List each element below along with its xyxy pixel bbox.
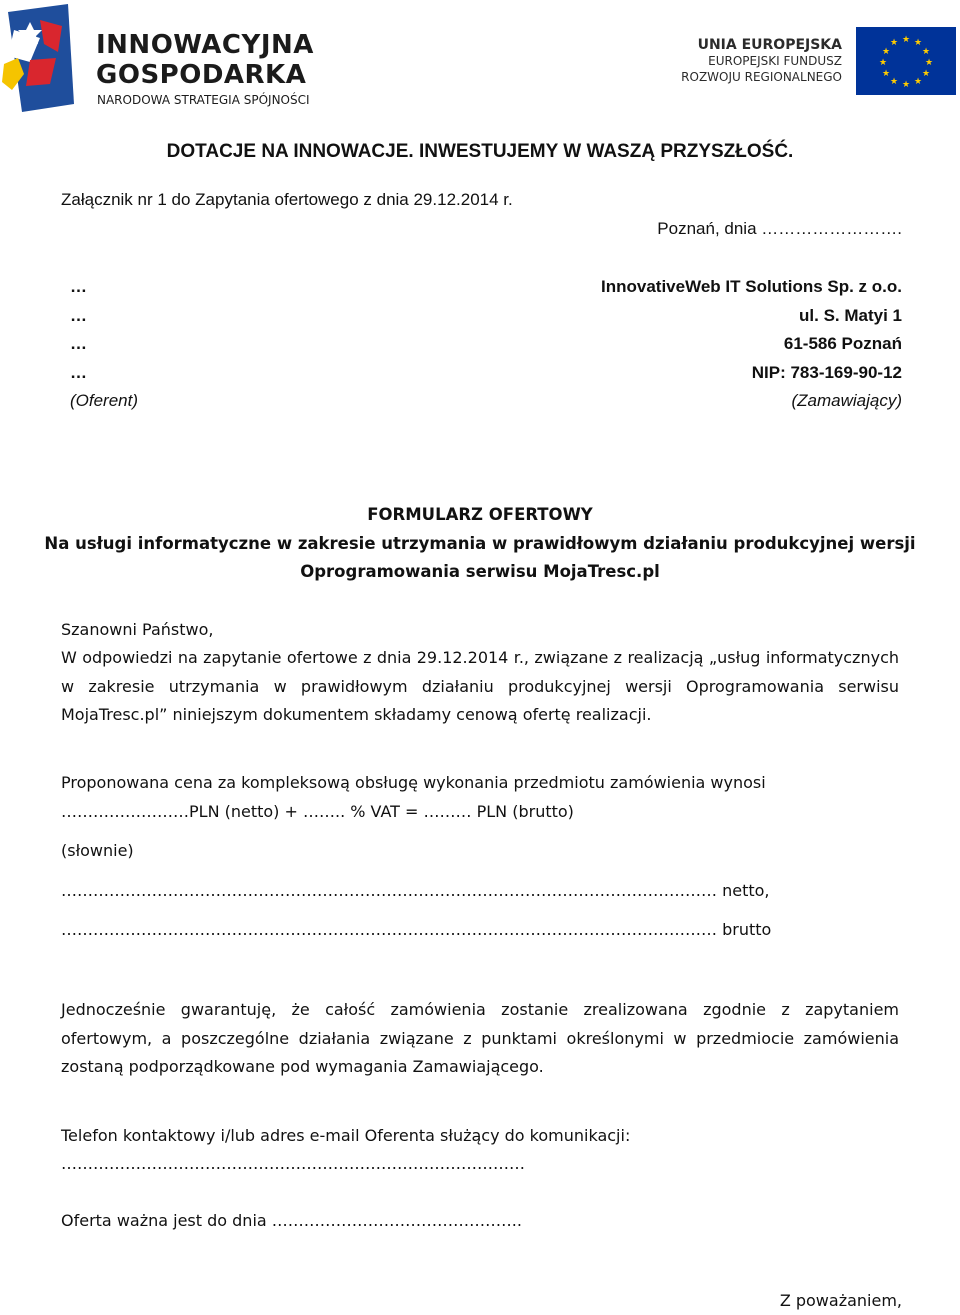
logo-text-line1: INNOWACYJNA — [96, 30, 314, 60]
offeror-line: … — [70, 277, 87, 296]
eu-logo-line3: ROZWOJU REGIONALNEGO — [681, 70, 842, 84]
eu-logo-line1: UNIA EUROPEJSKA — [697, 37, 842, 53]
svg-text:★: ★ — [921, 47, 931, 57]
offeror-line: … — [70, 306, 87, 325]
validity-line: Oferta ważna jest do dnia ……………………………………….. — [61, 1211, 522, 1230]
eu-flag-icon — [856, 27, 956, 95]
buyer-city: 61-586 Poznań — [783, 334, 902, 353]
price-intro: Proponowana cena za kompleksową obsługę wykonania przedmiotu zamówienia wynosi — [61, 773, 766, 792]
contact-label: Telefon kontaktowy i/lub adres e-mail Oferenta służący do komunikacji: — [61, 1126, 631, 1145]
greeting: Szanowni Państwo, — [61, 620, 214, 639]
svg-text:★: ★ — [924, 58, 934, 68]
document-headline: DOTACJE NA INNOWACJE. INWESTUJEMY W WASZĄ PRZYSZŁOŚĆ. — [166, 141, 794, 162]
logo-text-line3: NARODOWA STRATEGIA SPÓJNOŚCI — [97, 93, 310, 107]
buyer-nip: NIP: 783-169-90-12 — [751, 363, 902, 382]
price-formula: ……………………PLN (netto) + …….. % VAT = ……… PLN (brutto) — [61, 802, 574, 821]
svg-text:★: ★ — [913, 77, 923, 87]
contact-blank: …………………………………………………………………………… — [61, 1154, 525, 1173]
svg-text:★: ★ — [889, 77, 899, 87]
logo-text-line2: GOSPODARKA — [96, 60, 307, 90]
form-title: FORMULARZ OFERTOWY — [367, 505, 593, 524]
brutto-words-line: …………………………………………………………………………………………………………… brutto — [61, 920, 772, 939]
closing: Z poważaniem, — [779, 1291, 902, 1310]
svg-text:★: ★ — [913, 38, 923, 48]
svg-text:★: ★ — [878, 58, 888, 68]
buyer-company: InnovativeWeb IT Solutions Sp. z o.o. — [601, 277, 902, 296]
words-label: (słownie) — [61, 841, 134, 860]
form-subtitle-line1: Na usługi informatyczne w zakresie utrzymania w prawidłowym działaniu produkcyjnej wersji — [44, 534, 916, 553]
offeror-line: … — [70, 363, 87, 382]
svg-text:★: ★ — [901, 80, 911, 90]
annex-note: Załącznik nr 1 do Zapytania ofertowego z dnia 29.12.2014 r. — [61, 190, 513, 209]
intro-paragraph: W odpowiedzi na zapytanie ofertowe z dnia 29.12.2014 r., związane z realizacją „usług informatycznych w zakresie utrzymania w prawidłowym działaniu produkcyjnej wersji Oprogramowania serwisu MojaTresc.pl” niniejszym dokumentem składamy cenową ofertę realizacji. — [61, 648, 899, 724]
svg-text:★: ★ — [921, 69, 931, 79]
svg-text:★: ★ — [881, 69, 891, 79]
offeror-line: … — [70, 334, 87, 353]
form-subtitle-line2: Oprogramowania serwisu MojaTresc.pl — [300, 562, 660, 581]
buyer-label: (Zamawiający) — [791, 391, 902, 410]
buyer-street: ul. S. Matyi 1 — [799, 306, 902, 325]
guarantee-paragraph: Jednocześnie gwarantuję, że całość zamówienia zostanie zrealizowana zgodnie z zapytaniem ofertowym, a poszczególne działania związane z punktami określonymi w przedmiocie zamówienia zostaną podporządkowane pod wymagania Zamawiającego. — [61, 1000, 899, 1076]
svg-text:★: ★ — [889, 38, 899, 48]
eu-logo-line2: EUROPEJSKI FUNDUSZ — [708, 54, 842, 68]
netto-words-line: …………………………………………………………………………………………………………… netto, — [61, 881, 770, 900]
svg-text:★: ★ — [901, 35, 911, 45]
offeror-label: (Oferent) — [70, 391, 139, 410]
svg-text:★: ★ — [881, 47, 891, 57]
place-date: Poznań, dnia ……………………. — [657, 219, 902, 238]
